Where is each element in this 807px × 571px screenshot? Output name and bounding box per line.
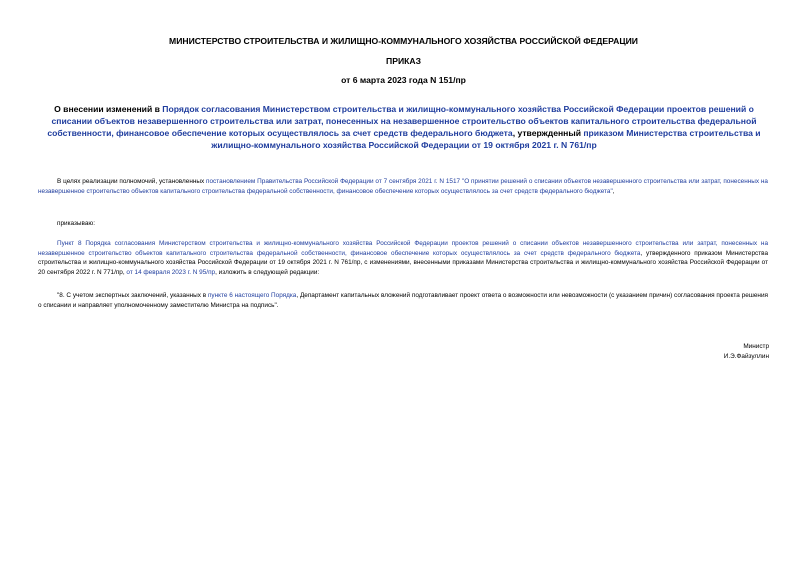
- order-link[interactable]: приказом Министерства строительства и жилищно-коммунального хозяйства Российской Федерации от 19 октября 2021 г. N 761/пр: [211, 128, 761, 150]
- new-wording-text: "8. С учетом экспертных заключений, указанных в: [57, 292, 208, 299]
- paragraph-order: приказываю:: [57, 220, 95, 227]
- new-wording-text-end: , Департамент капитальных вложений подготавливает проект ответа о возможности или невозможности (с указанием причин) согласования проекта решения о списании и направляет уполномоченному заместителю Министра на подпись".: [38, 292, 768, 309]
- amendment-text-end: , изложить в следующей редакции:: [215, 268, 320, 276]
- purpose-text-end: ,: [612, 187, 615, 195]
- point-6-link[interactable]: пункте 6 настоящего Порядка: [207, 292, 297, 299]
- ministry-heading: МИНИСТЕРСТВО СТРОИТЕЛЬСТВА И ЖИЛИЩНО-КОММУНАЛЬНОГО ХОЗЯЙСТВА РОССИЙСКОЙ ФЕДЕРАЦИИ: [169, 36, 638, 46]
- point-8-link[interactable]: Пункт 8 Порядка согласования Министерством строительства и жилищно-коммунального хозяйства Российской Федерации проектов решений о списании объектов незавершенного строительства или затрат, понесенных на незавершенное строительство объектов капитального строительства федеральной собственности, финансовое обеспечение которых осуществлялось за счет средств федерального бюджета: [38, 240, 768, 257]
- signature-name: И.Э.Файзуллин: [723, 353, 769, 360]
- government-decree-link[interactable]: постановлением Правительства Российской Федерации от 7 сентября 2021 г. N 1517 "О принятии решений о списании объектов незавершенного строительства или затрат, понесенных на незавершенное строительство объектов капитального строительства федеральной собственности, финансовое обеспечение которых осуществлялось за счет средств федерального бюджета": [38, 178, 768, 195]
- doc-type-heading: ПРИКАЗ: [386, 56, 421, 66]
- doc-date-heading: от 6 марта 2023 года N 151/пр: [341, 75, 466, 85]
- paragraph-purpose: [38, 177, 768, 196]
- order-95-link[interactable]: от 14 февраля 2023 г. N 95/пр: [126, 268, 216, 276]
- signature-position: Министр: [743, 343, 769, 350]
- amendment-text: , утвержденного приказом Министерства строительства и жилищно-коммунального хозяйства Российской Федерации от 19 октября 2021 г. N 761/пр, с изменениями, внесенными приказами Министерства строительства и жилищно-коммунального хозяйства Российской Федерации от 20 сентября 2022 г. N 771/пр,: [38, 249, 768, 276]
- title-prefix: О внесении изменений в: [54, 104, 163, 114]
- procedure-link[interactable]: Порядок согласования Министерством строительства и жилищно-коммунального хозяйства Российской Федерации проектов решений о списании объектов незавершенного строительства или затрат, понесенных на незавершенное строительство объектов капитального строительства федеральной собственности, финансовое обеспечение которых осуществлялось за счет средств федерального бюджета: [47, 104, 757, 138]
- paragraph-amendment: [38, 239, 768, 277]
- title-middle: , утвержденный: [512, 128, 584, 138]
- purpose-text: В целях реализации полномочий, установленных: [57, 178, 207, 185]
- document-title: [34, 103, 774, 151]
- paragraph-new-wording: [38, 291, 768, 310]
